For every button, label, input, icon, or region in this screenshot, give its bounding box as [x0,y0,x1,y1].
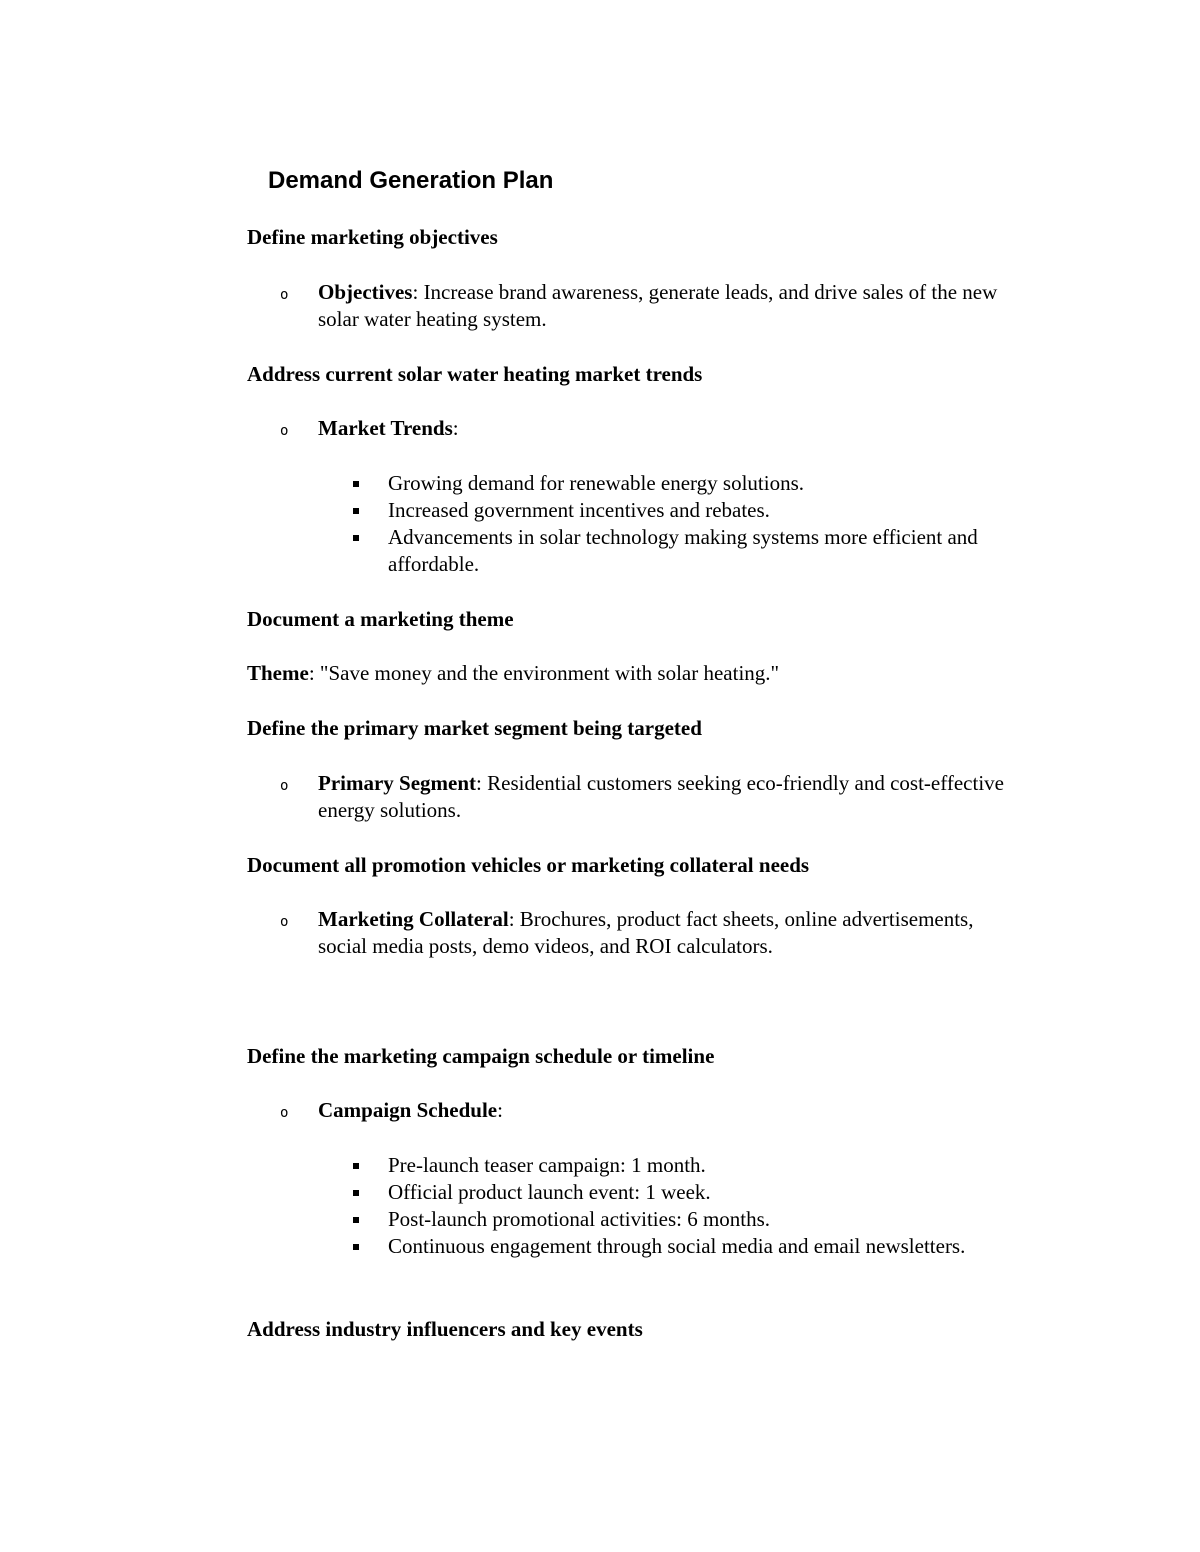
bullet-text: Advancements in solar technology making systems more efficient and affordable. [388,525,978,576]
list-item [350,1152,1030,1179]
section-heading-market-trends: Address current solar water heating market trends [247,362,703,386]
list-item-text [318,770,1018,824]
list-item [350,1233,1030,1260]
section-heading-campaign-schedule: Define the marketing campaign schedule or timeline [247,1044,715,1068]
bullet-text: Official product launch event: 1 week. [388,1180,711,1204]
item-label: Marketing Collateral [318,907,509,931]
item-text: : Brochures, product fact sheets, online advertisements, social media posts, demo videos, and ROI calculators. [318,907,974,958]
circle-bullet-icon: o [280,287,289,303]
square-bullet-icon [353,1217,359,1223]
section-heading-collateral: Document all promotion vehicles or marketing collateral needs [247,853,810,877]
circle-bullet-icon: o [280,423,289,439]
bullet-text: Post-launch promotional activities: 6 months. [388,1207,771,1231]
list-item [350,470,1030,497]
square-bullet-icon [353,508,359,514]
section-heading-theme: Document a marketing theme [247,607,514,631]
item-text: : [497,1098,503,1122]
square-bullet-icon [353,1163,359,1169]
item-text: : Increase brand awareness, generate leads, and drive sales of the new solar water heating system. [318,280,998,331]
item-text: : [452,416,459,440]
square-bullet-icon [353,481,359,487]
theme-paragraph [247,660,779,687]
square-bullet-icon [353,535,359,541]
theme-text: : "Save money and the environment with solar heating." [308,661,780,685]
section-heading-objectives: Define marketing objectives [247,225,498,249]
list-item-text [318,1097,1018,1124]
square-bullet-icon [353,1190,359,1196]
section-heading-influencers: Address industry influencers and key events [247,1317,643,1341]
item-text: : Residential customers seeking eco-friendly and cost-effective energy solutions. [318,771,1004,822]
list-item-text [318,415,1018,442]
square-bullet-icon [353,1244,359,1250]
market-trends-bullets [350,470,1030,578]
circle-bullet-icon: o [280,1105,289,1121]
section-heading-primary-segment: Define the primary market segment being targeted [247,716,702,740]
list-item [350,497,1030,524]
list-item-text [318,279,1018,333]
circle-bullet-icon: o [280,778,289,794]
list-item [350,524,1030,578]
page-title: Demand Generation Plan [268,167,554,194]
item-label: Campaign Schedule [318,1098,498,1122]
list-item [350,1206,1030,1233]
campaign-schedule-bullets [350,1152,1030,1260]
theme-label: Theme [247,661,309,685]
bullet-text: Pre-launch teaser campaign: 1 month. [388,1153,706,1177]
item-label: Primary Segment [318,771,477,795]
bullet-text: Continuous engagement through social media and email newsletters. [388,1234,966,1258]
circle-bullet-icon: o [280,914,289,930]
item-label: Objectives [318,280,413,304]
item-label: Market Trends [318,416,453,440]
list-item-text [318,906,1018,960]
bullet-text: Increased government incentives and rebates. [388,498,770,522]
list-item [350,1179,1030,1206]
bullet-text: Growing demand for renewable energy solutions. [388,471,805,495]
